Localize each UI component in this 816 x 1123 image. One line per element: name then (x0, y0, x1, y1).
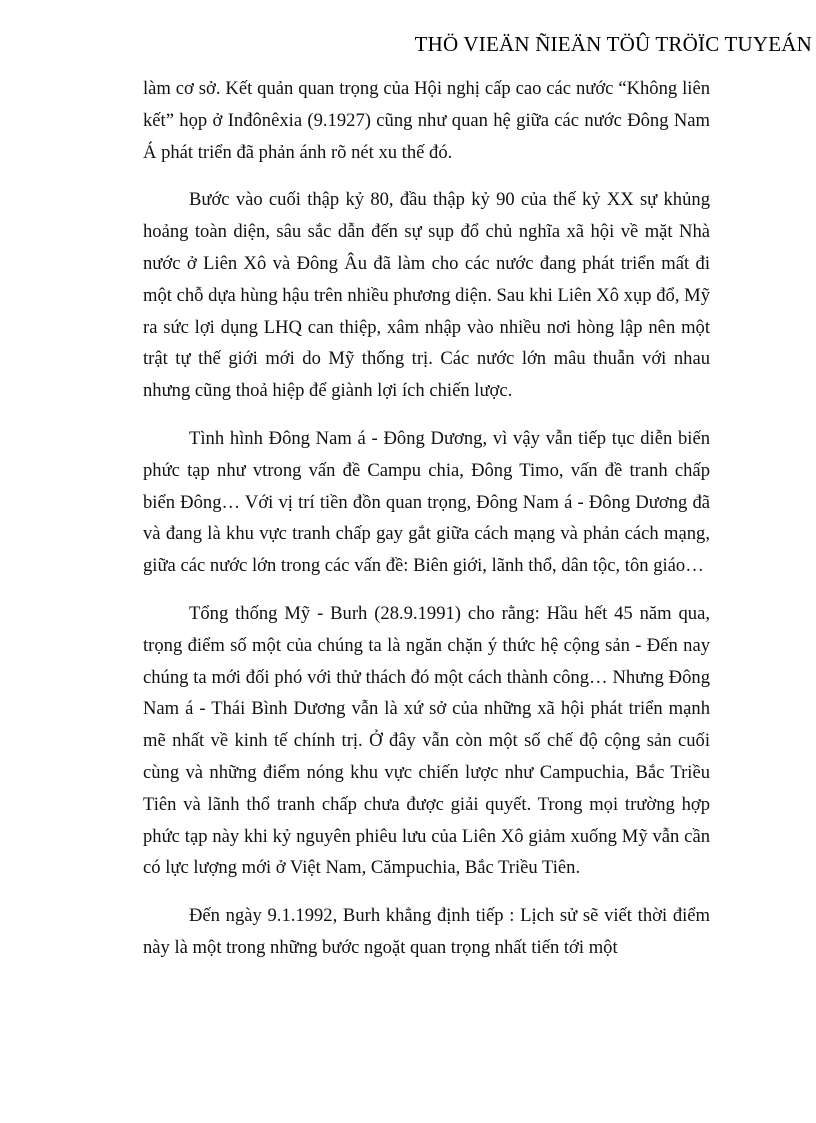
paragraph-2: Bước vào cuối thập kỷ 80, đầu thập kỷ 90 của thế kỷ XX sự khủng hoảng toàn diện, sâu sắc dẫn đến sự sụp đổ chủ nghĩa xã hội về mặt Nhà nước ở Liên Xô và Đông Âu đã làm cho các nước đang phát triển mất đi một chỗ dựa hùng hậu trên nhiều phương diện. Sau khi Liên Xô xụp đổ, Mỹ ra sức lợi dụng LHQ can thiệp, xâm nhập vào nhiều nơi hòng lập nên một trật tự thế giới mới do Mỹ thống trị. Các nước lớn mâu thuẫn với nhau nhưng cũng thoả hiệp để giành lợi ích chiến lược. (143, 189, 710, 402)
paragraph-3: Tình hình Đông Nam á - Đông Dương, vì vậy vẫn tiếp tục diễn biến phức tạp như vtrong vấn đề Campu chia, Đông Timo, vấn đề tranh chấp biển Đông… Với vị trí tiền đồn quan trọng, Đông Nam á - Đông Dương đã và đang là khu vực tranh chấp gay gắt giữa cách mạng và phản cách mạng, giữa các nước lớn trong các vấn đề: Biên giới, lãnh thổ, dân tộc, tôn giáo… (143, 427, 710, 577)
paragraph-5: Đến ngày 9.1.1992, Burh khẳng định tiếp : Lịch sử sẽ viết thời điểm này là một trong những bước ngoặt quan trọng nhất tiến tới một (143, 905, 710, 958)
page-header: THÖ VIEÄN ÑIEÄN TÖÛ TRÖÏC TUYEÁN (414, 32, 812, 56)
document-body (143, 73, 710, 964)
paragraph-1: làm cơ sở. Kết quản quan trọng của Hội nghị cấp cao các nước “Không liên kết” họp ở Inđônêxia (9.1927) cũng như quan hệ giữa các nước Đông Nam Á phát triển đã phản ánh rõ nét xu thế đó. (143, 78, 710, 163)
paragraph-4: Tổng thống Mỹ - Burh (28.9.1991) cho rằng: Hầu hết 45 năm qua, trọng điểm số một của chúng ta là ngăn chặn ý thức hệ cộng sản - Đến nay chúng ta mới đối phó với thử thách đó một cách thành công… Nhưng Đông Nam á - Thái Bình Dương vẫn là xứ sở của những xã hội phát triển mạnh mẽ nhất về kinh tế chính trị. Ở đây vẫn còn một số chế độ cộng sản cuối cùng và những điểm nóng khu vực chiến lược như Campuchia, Bắc Triều Tiên và lãnh thổ tranh chấp chưa được giải quyết. Trong mọi trường hợp phức tạp này khi kỷ nguyên phiêu lưu của Liên Xô giảm xuống Mỹ vẫn cần có lực lượng mới ở Việt Nam, Cămpuchia, Bắc Triều Tiên. (143, 602, 710, 879)
